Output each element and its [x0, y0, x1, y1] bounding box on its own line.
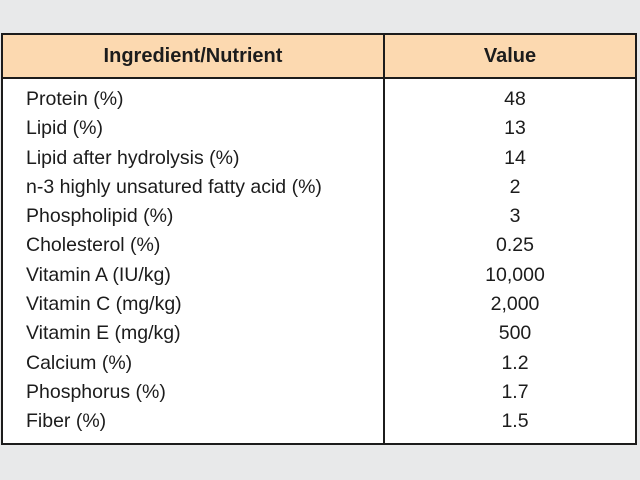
row-ingredient-name: Vitamin C (mg/kg)	[26, 293, 182, 316]
row-value: 0.25	[496, 234, 534, 257]
table-row	[3, 261, 635, 290]
row-value: 500	[498, 322, 532, 345]
row-ingredient-name: Lipid after hydrolysis (%)	[26, 146, 240, 169]
row-value: 48	[504, 88, 526, 110]
table-row	[3, 85, 635, 114]
table-row	[3, 202, 635, 231]
column-header-ingredient: Ingredient/Nutrient	[103, 45, 283, 67]
row-ingredient-name: Fiber (%)	[26, 410, 107, 433]
row-value: 2	[509, 175, 521, 198]
table-row	[3, 114, 635, 143]
table-row	[3, 378, 635, 407]
row-ingredient-name: Calcium (%)	[26, 351, 133, 374]
table-body	[3, 85, 635, 437]
column-header-value: Value	[483, 45, 537, 67]
nutrient-table	[1, 33, 637, 445]
table-row	[3, 349, 635, 378]
row-ingredient-name: Protein (%)	[26, 88, 124, 110]
row-value: 10,000	[485, 263, 545, 286]
row-value: 1.7	[501, 380, 529, 403]
row-ingredient-name: Phospholipid (%)	[26, 205, 174, 228]
table-row	[3, 231, 635, 260]
row-value: 2,000	[490, 293, 540, 316]
row-ingredient-name: Lipid (%)	[26, 117, 103, 140]
table-row	[3, 407, 635, 436]
row-value: 13	[504, 117, 526, 140]
row-value: 14	[504, 146, 526, 169]
row-ingredient-name: Phosphorus (%)	[26, 380, 166, 403]
row-ingredient-name: Vitamin E (mg/kg)	[26, 322, 181, 345]
table-row	[3, 319, 635, 348]
table-header-row	[3, 35, 635, 79]
row-value: 1.5	[501, 410, 529, 433]
row-ingredient-name: Cholesterol (%)	[26, 234, 161, 257]
row-value: 3	[509, 205, 521, 228]
row-ingredient-name: Vitamin A (IU/kg)	[26, 263, 171, 286]
table-row	[3, 144, 635, 173]
row-ingredient-name: n-3 highly unsatured fatty acid (%)	[26, 175, 322, 198]
table-row	[3, 290, 635, 319]
table-row	[3, 173, 635, 202]
row-value: 1.2	[501, 351, 529, 374]
